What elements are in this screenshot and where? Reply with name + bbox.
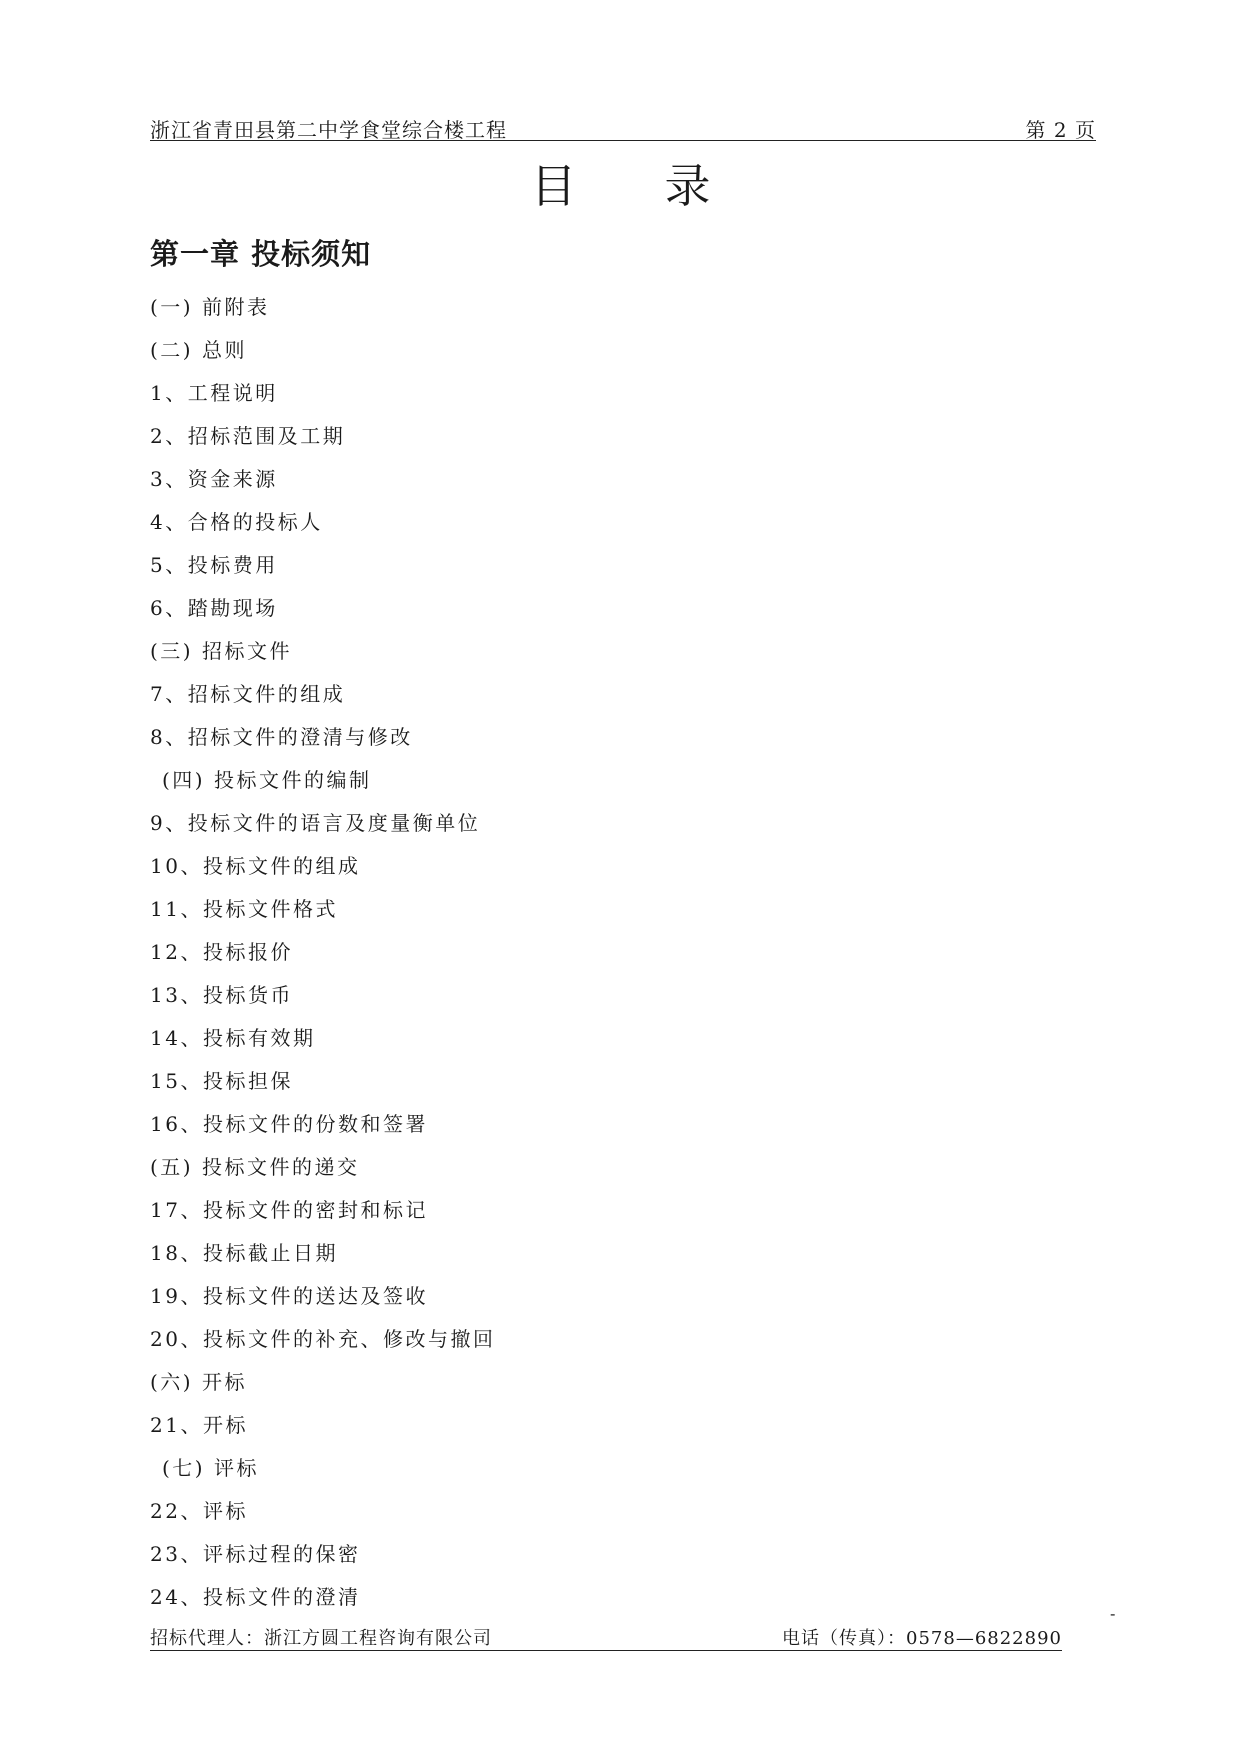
phone-fax: 电话（传真）：0578—6822890	[782, 1628, 1062, 1649]
toc-item: 2、招标范围及工期	[150, 424, 346, 448]
toc-item: 19、投标文件的送达及签收	[150, 1284, 428, 1308]
chapter-title: 第一章 投标须知	[150, 237, 372, 271]
toc-item: (七) 评标	[162, 1456, 259, 1480]
toc-item: (三) 招标文件	[150, 639, 292, 663]
toc-item: 6、踏勘现场	[150, 596, 278, 620]
page-footer	[150, 1624, 1062, 1651]
toc-item: 9、投标文件的语言及度量衡单位	[150, 811, 481, 835]
toc-item: 5、投标费用	[150, 553, 278, 577]
toc-item: 10、投标文件的组成	[150, 854, 361, 878]
toc-item: (六) 开标	[150, 1370, 247, 1394]
toc-item: 14、投标有效期	[150, 1026, 316, 1050]
toc-item: (一) 前附表	[150, 295, 270, 319]
toc-item: 12、投标报价	[150, 940, 293, 964]
project-title: 浙江省青田县第二中学食堂综合楼工程	[150, 118, 507, 142]
toc-item: 13、投标货币	[150, 983, 293, 1007]
toc-item: 24、投标文件的澄清	[150, 1585, 361, 1609]
toc-item: (五) 投标文件的递交	[150, 1155, 360, 1179]
toc-item: 7、招标文件的组成	[150, 682, 346, 706]
toc-item: 3、资金来源	[150, 467, 278, 491]
toc-item: 17、投标文件的密封和标记	[150, 1198, 428, 1222]
toc-item: 15、投标担保	[150, 1069, 293, 1093]
toc-item: 21、开标	[150, 1413, 248, 1437]
toc-item: 8、招标文件的澄清与修改	[150, 725, 413, 749]
corner-mark: -	[1110, 1604, 1116, 1623]
toc-item: 4、合格的投标人	[150, 510, 323, 534]
toc-item: (二) 总则	[150, 338, 247, 362]
toc-item: 22、评标	[150, 1499, 248, 1523]
toc-item: 20、投标文件的补充、修改与撤回	[150, 1327, 496, 1351]
bidding-agent: 招标代理人：浙江方圆工程咨询有限公司	[150, 1628, 492, 1649]
document-title: 目录	[530, 159, 799, 213]
page-header	[150, 112, 1096, 141]
toc-item: 23、评标过程的保密	[150, 1542, 361, 1566]
toc-item: 18、投标截止日期	[150, 1241, 338, 1265]
toc-item: 16、投标文件的份数和签署	[150, 1112, 428, 1136]
toc-item: 11、投标文件格式	[150, 897, 338, 921]
toc-item: 1、工程说明	[150, 381, 278, 405]
table-of-contents	[150, 286, 495, 1619]
toc-item: (四) 投标文件的编制	[162, 768, 372, 792]
page-number: 第 2 页	[1025, 118, 1096, 142]
